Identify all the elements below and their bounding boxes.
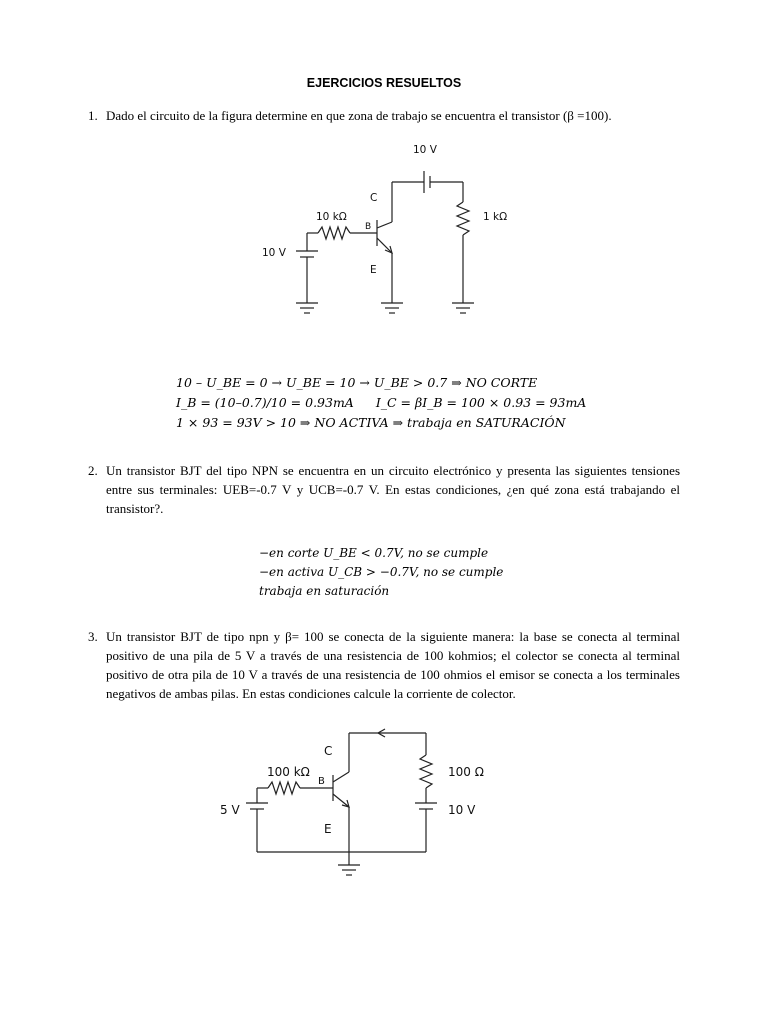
problem-2 [88, 461, 680, 518]
problem-text: Dado el circuito de la figura determine en que zona de trabajo se encuentra el transistor (β =100). [106, 108, 612, 123]
solution-1-line-2 [176, 393, 586, 412]
base-label: B [318, 776, 325, 787]
problem-number: 3. [88, 629, 98, 644]
collector-label: C [324, 744, 333, 758]
ground-icon [296, 303, 318, 313]
base-label: B [365, 222, 372, 232]
ground-icon [338, 865, 360, 875]
emitter-label: E [370, 264, 377, 276]
ground-icon [452, 303, 474, 313]
solution-1-line-3: 1 × 93 = 93V > 10 ⇒ NO ACTIVA ⇒ trabaja en SATURACIÓN [176, 415, 566, 430]
top-supply-label: 10 V [413, 144, 437, 156]
problem-1 [88, 106, 680, 125]
problem-3 [88, 627, 680, 703]
page-title: EJERCICIOS RESUELTOS [306, 76, 462, 90]
ib-equation: I_B = (10–0.7)/10 = 0.93mA [176, 395, 354, 410]
base-supply-label: 10 V [262, 247, 286, 259]
problem-number: 2. [88, 463, 98, 478]
base-resistor [268, 782, 300, 794]
collector-resistor-label: 100 Ω [448, 765, 484, 779]
base-resistor [318, 227, 350, 239]
emitter-label: E [324, 822, 332, 836]
base-resistor-label: 100 kΩ [267, 765, 310, 779]
collector-resistor [457, 202, 469, 235]
solution-2-line-1: −en corte U_BE < 0.7V, no se cumple [259, 546, 489, 560]
circuit-figure-2 [215, 725, 484, 895]
ground-icon [381, 303, 403, 313]
collector-resistor [420, 755, 432, 788]
collector-label: C [370, 192, 378, 204]
circuit-figure-1 [250, 138, 550, 323]
collector-supply-label: 10 V [448, 803, 476, 817]
collector-resistor-label: 1 kΩ [483, 211, 508, 223]
problem-text: Un transistor BJT del tipo NPN se encuentra en un circuito electrónico y presenta las siguientes tensiones entre sus terminales: UEB=-0.7 V y UCB=-0.7 V. En estas condiciones, ¿en qué zona está trabajando el transistor?. [106, 463, 680, 516]
solution-1-line-1: 10 – U_BE = 0 → U_BE = 10 → U_BE > 0.7 ⇒ NO CORTE [176, 375, 538, 390]
base-supply-label: 5 V [220, 803, 240, 817]
ic-equation: I_C = βI_B = 100 × 0.93 = 93mA [375, 395, 587, 410]
base-resistor-label: 10 kΩ [316, 211, 347, 223]
problem-number: 1. [88, 108, 98, 123]
problem-text: Un transistor BJT de tipo npn y β= 100 se conecta de la siguiente manera: la base se conecta al terminal positivo de una pila de 5 V a través de una resistencia de 100 kohmios; el colector se conecta al terminal positivo de otra pila de 10 V a través de una resistencia de 100 ohmios el emisor se conecta a los terminales negativos de ambas pilas. En estas condiciones calcule la corriente de colector. [106, 629, 680, 701]
solution-2-line-3: trabaja en saturación [259, 584, 390, 598]
solution-2-line-2: −en activa U_CB > −0.7V, no se cumple [259, 565, 504, 579]
